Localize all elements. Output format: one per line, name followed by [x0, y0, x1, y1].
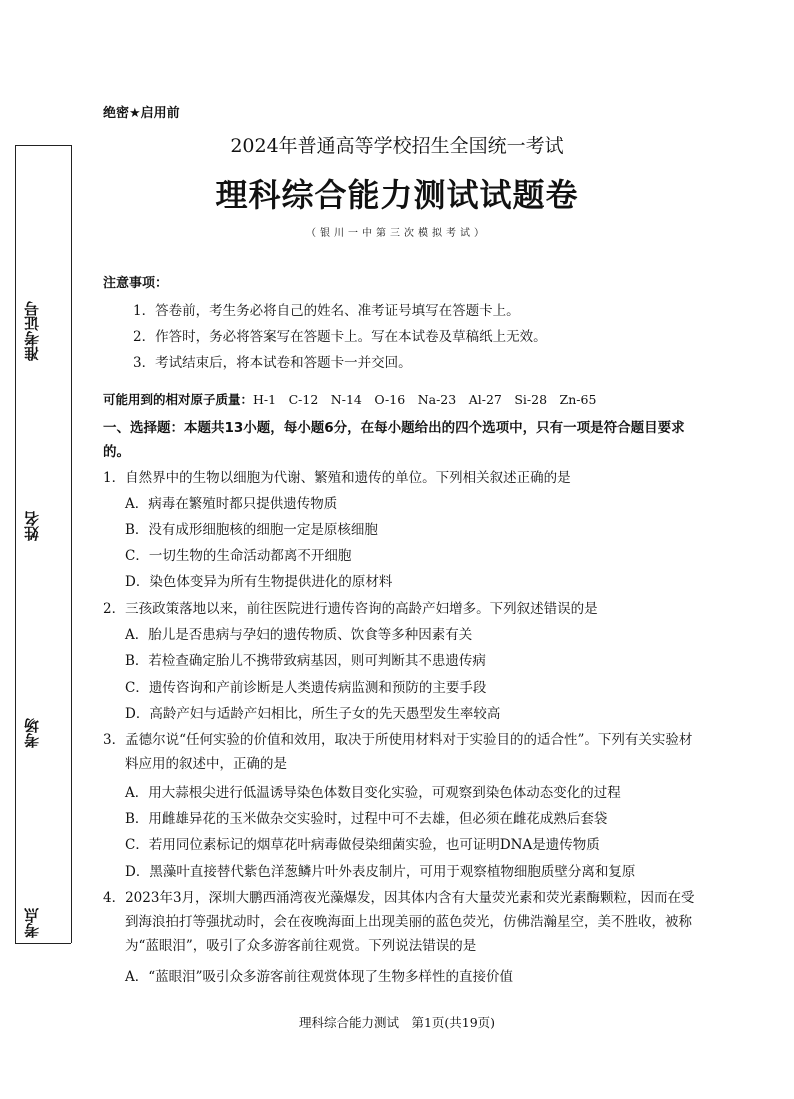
question-option: C．遗传咨询和产前诊断是人类遗传病监测和预防的主要手段 — [125, 680, 487, 696]
question-stem: 1．自然界中的生物以细胞为代谢、繁殖和遗传的单位。下列相关叙述正确的是 — [103, 470, 571, 486]
question-option: A．胎儿是否患病与孕妇的遗传物质、饮食等多种因素有关 — [125, 627, 473, 643]
binding-line-bottom — [15, 943, 71, 944]
atomic-masses-label: 可能用到的相对原子质量： — [103, 392, 254, 407]
sidebar-label-exam-id: 准考证号 — [23, 301, 41, 361]
question-stem: 2．三孩政策落地以来，前往医院进行遗传咨询的高龄产妇增多。下列叙述错误的是 — [103, 601, 598, 617]
question-stem: 3．孟德尔说“任何实验的价值和效用，取决于所使用材料对于实验目的的适合性”。下列有关实验材料应用的叙述中，正确的是 — [103, 732, 693, 772]
sidebar-label-name: 姓名 — [23, 511, 41, 541]
question-option: A．用大蒜根尖进行低温诱导染色体数目变化实验，可观察到染色体动态变化的过程 — [125, 785, 621, 801]
atomic-masses-values: H-1 C-12 N-14 O-16 Na-23 Al-27 Si-28 Zn-65 — [253, 392, 597, 407]
question-option: A．病毒在繁殖时都只提供遗传物质 — [125, 496, 338, 512]
note-item: 3．考试结束后，将本试卷和答题卡一并交回。 — [133, 355, 412, 371]
sidebar-label-exam-site: 考点 — [23, 908, 41, 938]
question-option: D．高龄产妇与适龄产妇相比，所生子女的先天愚型发生率较高 — [125, 706, 501, 722]
exam-title: 2024年普通高等学校招生全国统一考试 — [230, 135, 564, 157]
question-option: B．若检查确定胎儿不携带致病基因，则可判断其不患遗传病 — [125, 653, 486, 669]
question-option: D．黑藻叶直接替代紫色洋葱鳞片叶外表皮制片，可用于观察植物细胞质壁分离和复原 — [125, 864, 636, 880]
question-option: C．若用同位素标记的烟草花叶病毒做侵染细菌实验，也可证明DNA是遗传物质 — [125, 837, 600, 853]
subtitle: （银川一中第三次模拟考试） — [306, 228, 488, 239]
binding-line-left — [15, 145, 16, 943]
atomic-masses — [103, 390, 596, 408]
question-option: D．染色体变异为所有生物提供进化的原材料 — [125, 574, 393, 590]
question-option: B．没有成形细胞核的细胞一定是原核细胞 — [125, 522, 378, 538]
question-option: C．一切生物的生命活动都离不开细胞 — [125, 548, 352, 564]
question-option: B．用雌雄异花的玉米做杂交实验时，过程中可不去雄，但必须在雌花成熟后套袋 — [125, 811, 608, 827]
question-option: A．“蓝眼泪”吸引众多游客前往观赏体现了生物多样性的直接价值 — [125, 969, 514, 985]
question-stem: 4．2023年3月，深圳大鹏西涌湾夜光藻爆发，因其体内含有大量荧光素和荧光素酶颗粒，因而在受到海浪拍打等强扰动时，会在夜晚海面上出现美丽的蓝色荧光，仿佛浩瀚星空，美不胜收，被称为“蓝眼泪”，吸引了众多游客前往观赏。下列说法错误的是 — [103, 890, 695, 954]
section-title: 一、选择题：本题共13小题，每小题6分，在每小题给出的四个选项中，只有一项是符合题目要求的。 — [103, 420, 685, 460]
confidential-mark: 绝密★启用前 — [103, 106, 180, 121]
main-title: 理科综合能力测试试题卷 — [215, 176, 579, 214]
note-item: 2．作答时，务必将答案写在答题卡上。写在本试卷及草稿纸上无效。 — [133, 329, 547, 345]
note-item: 1．答卷前，考生务必将自己的姓名、准考证号填写在答题卡上。 — [133, 303, 520, 319]
page-footer: 理科综合能力测试 第1页(共19页) — [298, 1015, 496, 1030]
binding-line-right — [71, 145, 72, 943]
sidebar-label-exam-room: 考场 — [23, 718, 41, 748]
notes-heading: 注意事项： — [103, 276, 169, 291]
